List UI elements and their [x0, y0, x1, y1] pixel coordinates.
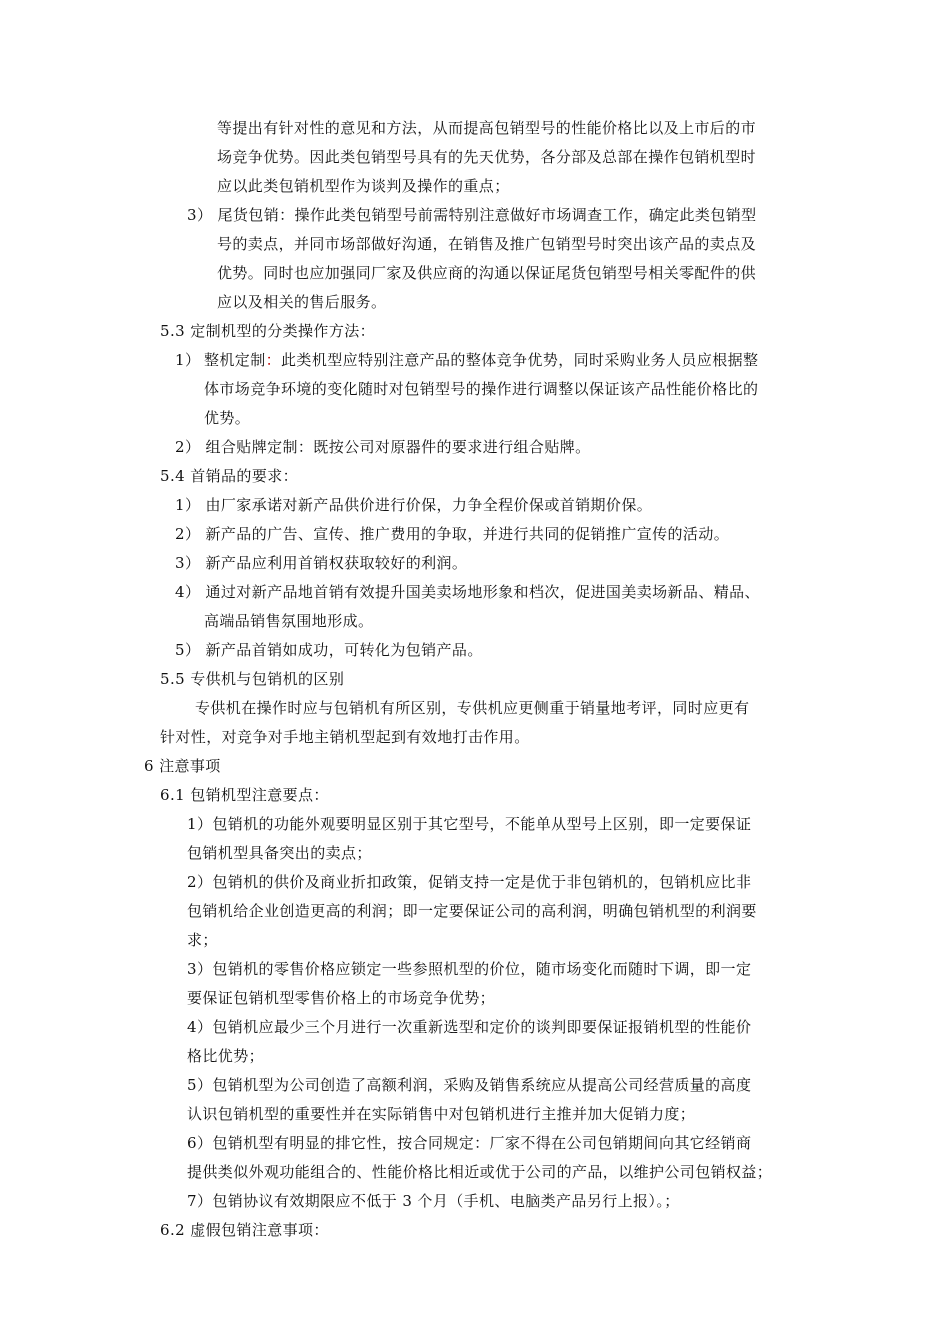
text-line: 优势。同时也应加强同厂家及供应商的沟通以保证尾货包销型号相关零配件的供: [217, 264, 757, 282]
section-heading: 5.3 定制机型的分类操作方法：: [160, 322, 376, 340]
paragraph-line: 专供机在操作时应与包销机有所区别，专供机应更侧重于销量地考评，同时应更有: [195, 699, 750, 717]
list-item: 5）包销机型为公司创造了高额利润，采购及销售系统应从提高公司经营质量的高度: [187, 1076, 752, 1094]
list-item: 3）包销机的零售价格应锁定一些参照机型的价位，随市场变化而随时下调，即一定: [187, 960, 752, 978]
text-line: 应以及相关的售后服务。: [217, 293, 387, 311]
list-item: 2） 组合贴牌定制：既按公司对原器件的要求进行组合贴牌。: [175, 438, 591, 456]
text-line: 场竞争优势。因此类包销型号具有的先天优势，各分部及总部在操作包销机型时: [217, 148, 757, 166]
paragraph-line: 针对性，对竞争对手地主销机型起到有效地打击作用。: [160, 728, 530, 746]
list-item: 3） 尾货包销：操作此类包销型号前需特别注意做好市场调查工作，确定此类包销型: [187, 206, 757, 224]
list-item-number: 1）: [175, 351, 201, 369]
list-item: 7）包销协议有效期限应不低于 3 个月（手机、电脑类产品另行上报）。；: [187, 1192, 680, 1210]
text-line: 体市场竞争环境的变化随时对包销型号的操作进行调整以保证该产品性能价格比的: [204, 380, 759, 398]
section-heading: 6.1 包销机型注意要点：: [160, 786, 329, 804]
list-item: 6）包销机型有明显的排它性，按合同规定：厂家不得在公司包销期间向其它经销商: [187, 1134, 752, 1152]
section-heading: 5.5 专供机与包销机的区别: [160, 670, 345, 688]
section-heading: 5.4 首销品的要求：: [160, 467, 299, 485]
text-line: 优势。: [204, 409, 251, 427]
text-line: 格比优势；: [187, 1047, 265, 1065]
list-item: 2）包销机的供价及商业折扣政策，促销支持一定是优于非包销机的，包销机应比非: [187, 873, 752, 891]
list-item: 2） 新产品的广告、宣传、推广费用的争取，并进行共同的促销推广宣传的活动。: [175, 525, 730, 543]
list-item: 整机定制：此类机型应特别注意产品的整体竞争优势，同时采购业务人员应根据整: [204, 351, 759, 369]
list-item: 1）包销机的功能外观要明显区别于其它型号，不能单从型号上区别，即一定要保证: [187, 815, 752, 833]
text-line: 号的卖点，并同市场部做好沟通，在销售及推广包销型号时突出该产品的卖点及: [217, 235, 757, 253]
list-item: 3） 新产品应利用首销权获取较好的利润。: [175, 554, 468, 572]
text-line: 提供类似外观功能组合的、性能价格比相近或优于公司的产品，以维护公司包销权益；: [187, 1163, 773, 1181]
text-line: 等提出有针对性的意见和方法，从而提高包销型号的性能价格比以及上市后的市: [217, 119, 757, 137]
chapter-heading: 6 注意事项: [144, 757, 221, 775]
list-item: 4）包销机应最少三个月进行一次重新选型和定价的谈判即要保证报销机型的性能价: [187, 1018, 752, 1036]
text-line: 要保证包销机型零售价格上的市场竞争优势；: [187, 989, 496, 1007]
section-heading: 6.2 虚假包销注意事项：: [160, 1221, 329, 1239]
text-line: 高端品销售氛围地形成。: [204, 612, 374, 630]
text-line: 应以此类包销机型作为谈判及操作的重点；: [217, 177, 510, 195]
list-item: 1） 由厂家承诺对新产品供价进行价保，力争全程价保或首销期价保。: [175, 496, 653, 514]
highlighted-colon: ：: [265, 351, 282, 369]
text-line: 包销机型具备突出的卖点；: [187, 844, 372, 862]
text-line: 认识包销机型的重要性并在实际销售中对包销机进行主推并加大促销力度；: [187, 1105, 696, 1123]
list-item: 5） 新产品首销如成功，可转化为包销产品。: [175, 641, 483, 659]
list-item: 4） 通过对新产品地首销有效提升国美卖场地形象和档次，促进国美卖场新品、精品、: [175, 583, 760, 601]
text-line: 求；: [187, 931, 218, 949]
text-line: 包销机给企业创造更高的利润；即一定要保证公司的高利润，明确包销机型的利润要: [187, 902, 757, 920]
